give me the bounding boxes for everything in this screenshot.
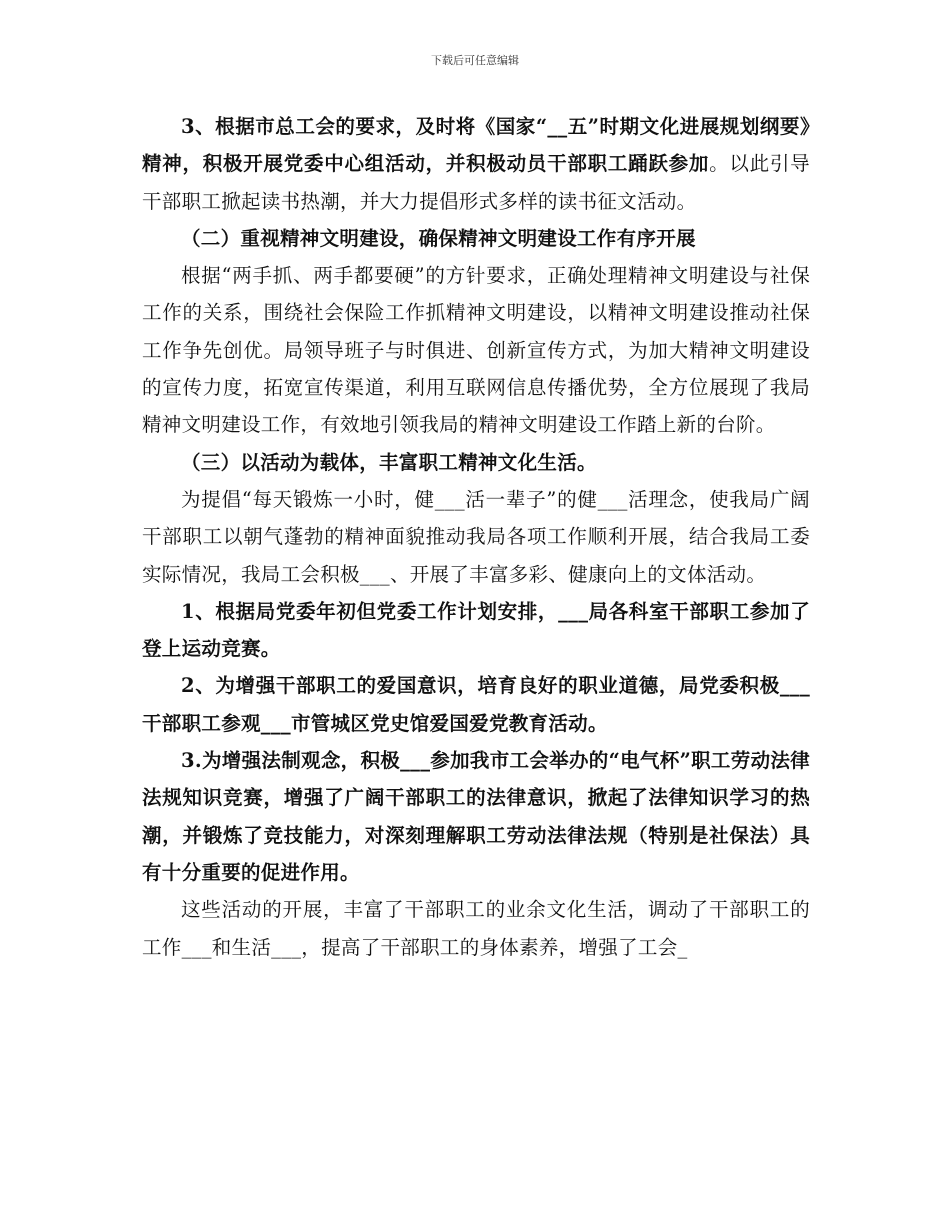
paragraph-5 — [142, 481, 810, 593]
list-item-3 — [142, 742, 810, 891]
list-item-1 — [142, 593, 810, 668]
list-item-3-text: 3.为增强法制观念，积极___参加我市工会举办的“电气杯”职工劳动法律法规知识竞赛，增强了广阔干部职工的法律意识，掀起了法律知识学习的热潮，并锻炼了竞技能力，对深刻理解职工劳动法律法规（特别是社保法）具有十分重要的促进作用。 — [142, 749, 810, 884]
paragraph-1-text: 。以此引导干部职工掀起读书热潮，并大力提倡形式多样的读书征文活动。 — [142, 152, 810, 213]
paragraph-3-text: 根据“两手抓、两手都要硬”的方针要求，正确处理精神文明建设与社保工作的关系，围绕社会保险工作抓精神文明建设，以精神文明建设推动社保工作争先创优。局领导班子与时俱进、创新宣传方式，为加大精神文明建设的宣传力度，拓宽宣传渠道，利用互联网信息传播优势，全方位展现了我局精神文明建设工作，有效地引领我局的精神文明建设工作踏上新的台阶。 — [142, 264, 810, 437]
section-heading-2-text: （二）重视精神文明建设，确保精神文明建设工作有序开展 — [181, 226, 696, 250]
list-item-2-text: 2、为增强干部职工的爱国意识，培育良好的职业道德，局党委积极___干部职工参观___市管城区党史馆爱国爱党教育活动。 — [142, 674, 810, 735]
document-body — [142, 108, 810, 966]
paragraph-1-bold: 3、根据市总工会的要求，及时将《国家“__五”时期文化进展规划纲要》精神，积极开展党委中心组活动，并积极动员干部职工踊跃参加 — [142, 115, 810, 176]
list-item-2 — [142, 667, 810, 742]
page-header: 下载后可任意编辑 — [431, 54, 519, 67]
list-item-1-text: 1、根据局党委年初但党委工作计划安排，___局各科室干部职工参加了登上运动竞赛。 — [142, 599, 810, 661]
paragraph-1 — [142, 108, 810, 220]
paragraph-3 — [142, 257, 810, 443]
section-heading-2 — [142, 220, 810, 257]
section-heading-3-text: （三）以活动为载体，丰富职工精神文化生活。 — [181, 450, 597, 474]
paragraph-5-text: 为提倡“每天锻炼一小时，健___活一辈子”的健___活理念，使我局广阔干部职工以朝气蓬勃的精神面貌推动我局各项工作顺利开展，结合我局工委实际情况，我局工会积极___、开展了丰富多彩、健康向上的文体活动。 — [142, 487, 810, 586]
paragraph-9 — [142, 891, 810, 966]
paragraph-9-text: 这些活动的开展，丰富了干部职工的业余文化生活，调动了干部职工的工作___和生活___，提高了干部职工的身体素养，增强了工会_ — [142, 898, 810, 959]
section-heading-3 — [142, 444, 810, 481]
